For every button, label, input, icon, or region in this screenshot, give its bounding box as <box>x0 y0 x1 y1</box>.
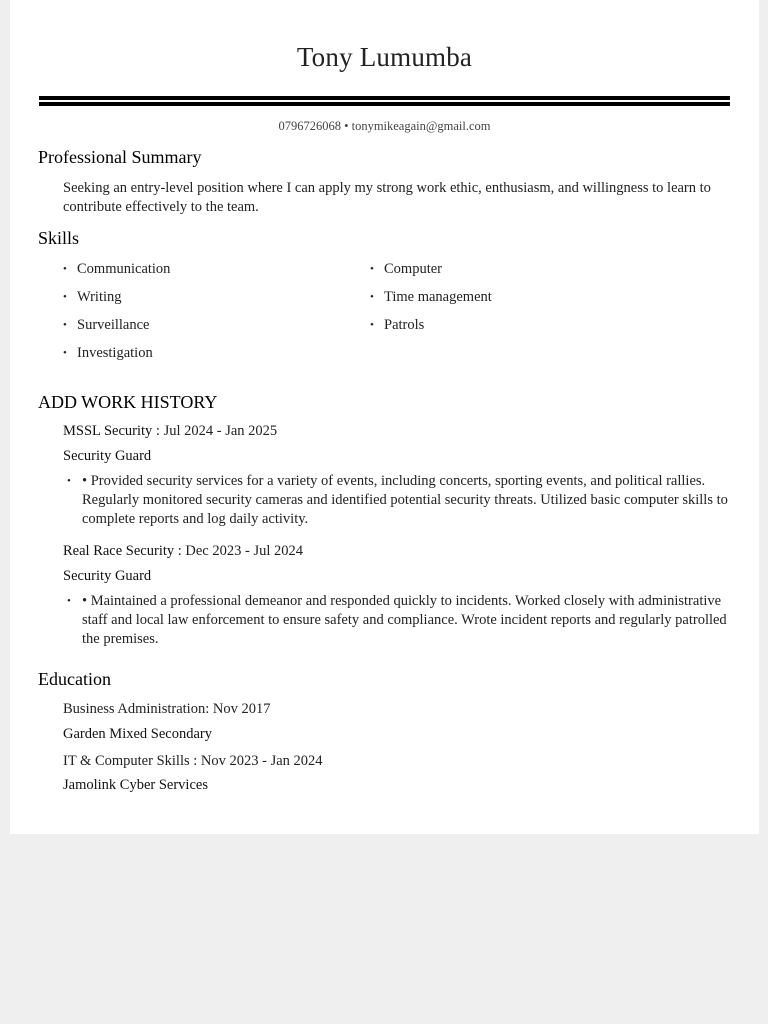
skill-item: • Communication <box>63 260 353 288</box>
job-employer: MSSL Security <box>63 423 153 439</box>
job-dates: : Dec 2023 - Jul 2024 <box>174 543 303 559</box>
skill-item: • Investigation <box>63 344 353 372</box>
header-divider-thin <box>39 102 730 106</box>
job-employer-line <box>63 423 277 440</box>
summary-heading: Professional Summary <box>38 147 202 167</box>
education-program: Business Administration <box>63 701 206 717</box>
skill-item: • Time management <box>370 288 670 316</box>
job-dates: : Jul 2024 - Jan 2025 <box>152 423 278 439</box>
education-program-line <box>63 753 323 770</box>
work-history-heading: ADD WORK HISTORY <box>38 392 218 412</box>
skill-item: • Patrols <box>370 316 670 344</box>
job-title: Security Guard <box>63 568 152 584</box>
job-description: • • Provided security services for a variety of events, including concerts, sporting events, and political rallies. Regularly monitored security cameras and identified potential security threats. Utilized basic computer skills to complete reports and log daily activity. <box>82 472 728 529</box>
skills-heading: Skills <box>38 228 80 248</box>
candidate-name: Tony Lumumba <box>296 42 473 72</box>
education-heading: Education <box>38 669 111 689</box>
education-school: Garden Mixed Secondary <box>63 726 212 742</box>
skills-list-right <box>370 260 670 344</box>
job-description: • • Maintained a professional demeanor and responded quickly to incidents. Worked closely with administrative staff and local law enforcement to ensure safety and compliance. Wrote incident reports and regularly patrolled the premises. <box>82 592 728 649</box>
skills-list-left <box>63 260 353 372</box>
contact-info: 0796726068 • tonymikeagain@gmail.com <box>278 119 491 133</box>
job-employer-line <box>63 543 303 560</box>
education-dates: : Nov 2023 - Jan 2024 <box>189 753 323 769</box>
resume-page <box>10 0 759 834</box>
job-title: Security Guard <box>63 448 152 464</box>
education-dates: : Nov 2017 <box>205 701 271 717</box>
skill-item: • Surveillance <box>63 316 353 344</box>
skill-item: • Writing <box>63 288 353 316</box>
header-divider-thick <box>39 96 730 100</box>
education-school: Jamolink Cyber Services <box>63 777 208 793</box>
job-employer: Real Race Security <box>63 543 175 559</box>
education-program-line <box>63 701 270 718</box>
skill-item: • Computer <box>370 260 670 288</box>
summary-text: Seeking an entry-level position where I can apply my strong work ethic, enthusiasm, and willingness to learn to contribute effectively to the team. <box>63 180 711 215</box>
education-program: IT & Computer Skills <box>63 753 190 769</box>
